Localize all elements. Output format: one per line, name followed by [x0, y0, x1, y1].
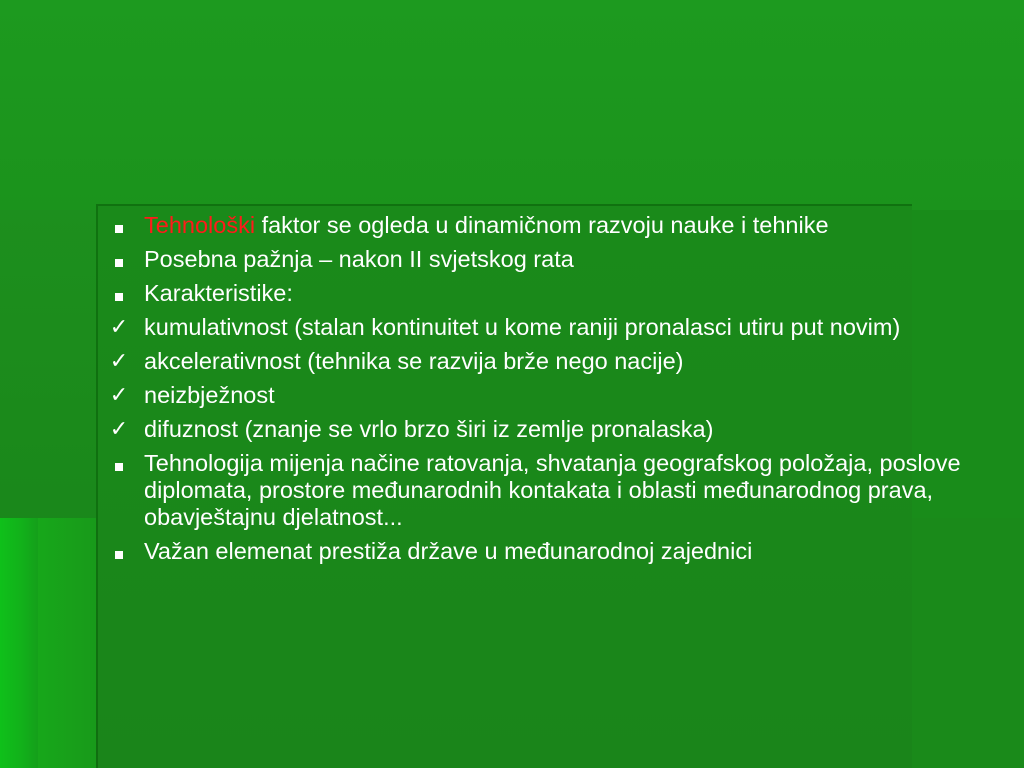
square-bullet-icon: [100, 450, 138, 477]
left-accent-band-inner: [38, 518, 96, 768]
list-item-text: neizbježnost: [144, 382, 275, 408]
list-item: [100, 212, 1000, 239]
checkmark-icon: ✓: [109, 349, 129, 374]
list-item-text: Tehnologija mijenja načine ratovanja, shvatanja geografskog položaja, poslove diplomata, prostore međunarodnih kontakata i oblasti međunarodnog prava, obavještajnu djelatnost...: [144, 450, 961, 530]
bullet-list: [100, 212, 1000, 572]
highlighted-word: Tehnološki: [144, 212, 256, 238]
list-item: [100, 280, 1000, 307]
list-item: [100, 348, 1000, 375]
list-item-text: kumulativnost (stalan kontinuitet u kome raniji pronalasci utiru put novim): [144, 314, 901, 340]
checkmark-icon: ✓: [109, 315, 129, 340]
list-item: [100, 416, 1000, 443]
list-item-text: Važan elemenat prestiža države u međunarodnoj zajednici: [144, 538, 753, 564]
slide-top-area: [0, 0, 1024, 210]
list-item-text: difuznost (znanje se vrlo brzo širi iz zemlje pronalaska): [144, 416, 714, 442]
square-bullet-icon: [100, 280, 138, 307]
list-item-text: Karakteristike:: [144, 280, 293, 306]
list-item-text: faktor se ogleda u dinamičnom razvoju nauke i tehnike: [255, 212, 829, 238]
square-bullet-icon: [100, 246, 138, 273]
square-bullet-icon: [100, 212, 138, 239]
checkmark-icon: ✓: [109, 417, 129, 442]
list-item: [100, 382, 1000, 409]
list-item: [100, 246, 1000, 273]
list-item: [100, 314, 1000, 341]
list-item: [100, 538, 1000, 565]
list-item: [100, 450, 1000, 531]
checkmark-icon: ✓: [109, 383, 129, 408]
square-bullet-icon: [100, 538, 138, 565]
list-item-text: Posebna pažnja – nakon II svjetskog rata: [144, 246, 574, 272]
left-accent-band: [0, 518, 38, 768]
list-item-text: akcelerativnost (tehnika se razvija brže nego nacije): [144, 348, 684, 374]
